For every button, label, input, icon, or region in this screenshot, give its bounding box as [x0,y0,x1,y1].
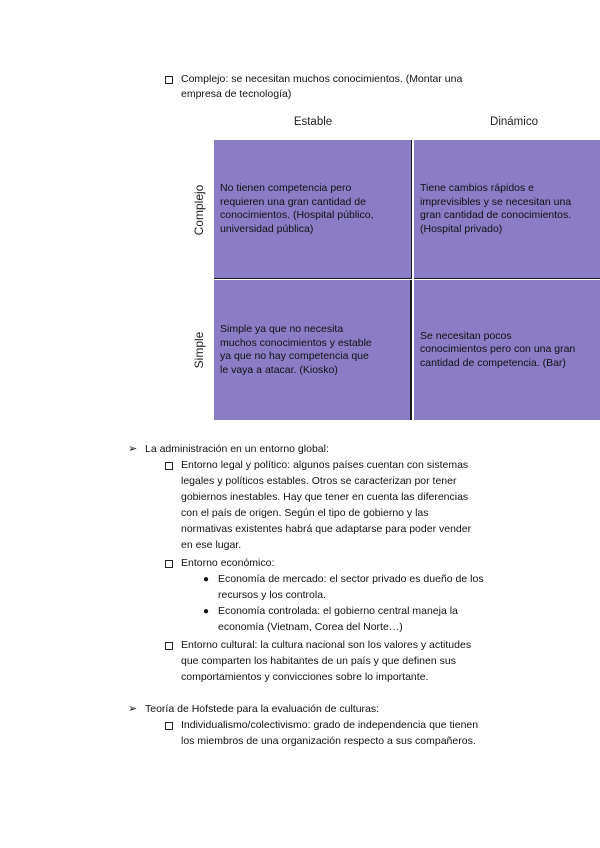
cell-text-line: cantidad de competencia. (Bar) [420,356,566,369]
intro-item-line-1: Complejo: se necesitan muchos conocimientos. (Montar una [181,73,463,85]
checkbox-icon [165,462,173,470]
cultural-line: comportamientos y convicciones sobre lo importante. [181,671,429,683]
section-hofstede-heading: Teoría de Hofstede para la evaluación de culturas: [145,703,380,715]
cell-text-line: ya que no hay competencia que [220,350,369,362]
cell-text-line: requieren una gran cantidad de [220,195,366,208]
checkbox-icon [165,76,173,84]
cell-text-line: muchos conocimientos y estable [220,336,372,349]
cell-complex-dynamic [414,140,600,279]
row-header-simple: Simple [192,331,206,369]
cell-text-line: gran cantidad de conocimientos. [420,209,572,221]
economic-bullet-line: economía (Vietnam, Corea del Norte…) [218,621,403,633]
cell-text-line: Se necesitan pocos [420,329,512,342]
bullet-dot-icon: ● [203,606,210,617]
cell-simple-dynamic-text [420,330,575,371]
cultural-line: Entorno cultural: la cultura nacional son los valores y actitudes [181,639,472,651]
row-header-complex: Complejo [192,184,206,236]
legal-line: legales y políticos estables. Otros se caracterizan por tener [181,475,457,487]
cell-text-line: le vaya a atacar. (Kiosko) [220,363,338,376]
cell-simple-dynamic [414,280,600,420]
cell-complex-dynamic-text [420,182,571,236]
cell-text-line: Tiene cambios rápidos e [420,182,535,194]
arrow-bullet-icon: ➢ [128,703,138,715]
cultural-line: que comparten los habitantes de un país y que definen sus [181,655,456,667]
intro-item-line-2: empresa de tecnología) [181,88,292,100]
cell-text-line: Simple ya que no necesita [220,323,344,335]
cell-text-line: conocimientos pero con una gran [420,343,576,356]
cell-text-line: imprevisibles y se necesitan una [420,195,572,208]
economic-heading: Entorno económico: [181,557,275,569]
section-global-heading: La administración en un entorno global: [145,443,329,455]
col-header-stable: Estable [293,116,333,128]
cell-complex-stable [214,140,412,279]
checkbox-icon [165,722,173,730]
economic-bullet-line: Economía controlada: el gobierno central maneja la [218,605,458,617]
economic-bullet-line: recursos y los controla. [218,589,326,601]
legal-line: con el país de origen. Según el tipo de gobierno y las [181,507,429,519]
legal-line: en ese lugar. [181,539,242,551]
legal-line: gobiernos inestables. Hay que tener en cuenta las diferencias [181,491,469,503]
cell-text-line: universidad pública) [220,222,314,235]
cell-text-line: conocimientos. (Hospital público, [220,209,374,221]
checkbox-icon [165,642,173,650]
cell-simple-stable-text [220,323,372,377]
individualism-line: los miembros de una organización respecto a sus compañeros. [181,735,476,747]
individualism-line: Individualismo/colectivismo: grado de independencia que tienen [181,719,479,731]
economic-bullet-line: Economía de mercado: el sector privado es dueño de los [218,573,484,585]
cell-text-line: (Hospital privado) [420,222,503,235]
checkbox-icon [165,560,173,568]
col-header-dynamic: Dinámico [490,116,538,128]
cell-text-line: No tienen competencia pero [220,182,352,194]
bullet-dot-icon: ● [203,574,210,585]
cell-complex-stable-text [220,182,374,236]
cell-simple-stable [214,280,412,420]
legal-line: normativas existentes habrá que adaptarse para poder vender [181,523,472,535]
arrow-bullet-icon: ➢ [128,443,138,455]
legal-line: Entorno legal y político: algunos países cuentan con sistemas [181,459,469,471]
